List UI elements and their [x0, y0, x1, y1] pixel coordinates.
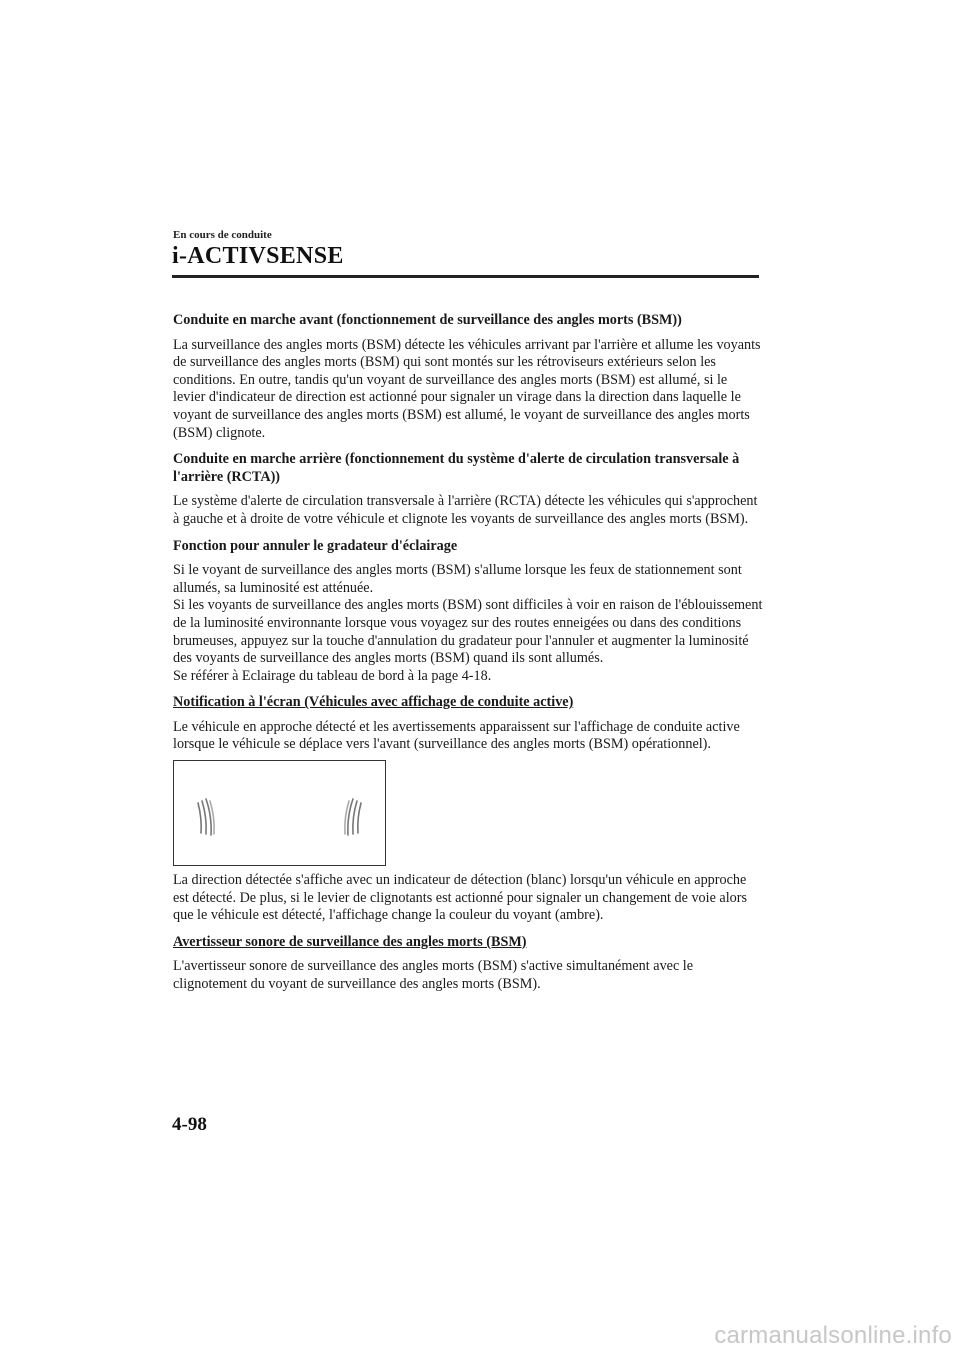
header-divider: [172, 275, 759, 278]
paragraph-dimmer-1: Si le voyant de surveillance des angles morts (BSM) s'allume lorsque les feux de stationnement sont allumés, sa luminosité est atténuée.: [173, 562, 742, 596]
paragraph-rcta: Le système d'alerte de circulation transversale à l'arrière (RCTA) détecte les véhicules qui s'approchent à gauche et à droite de votre véhicule et clignote les voyants de surveillance des angles morts (BSM).: [173, 493, 758, 527]
left-detection-indicator-icon: [198, 799, 214, 835]
paragraph-notification-2: La direction détectée s'affiche avec un indicateur de détection (blanc) lorsqu'un véhicule en approche est détecté. De plus, si le levier de clignotants est actionné pour signaler un changement de voie alors que le véhicule est détecté, l'affichage change la couleur du voyant (ambre).: [173, 872, 748, 924]
paragraph-dimmer-reference: Se référer à Eclairage du tableau de bord à la page 4-18.: [173, 667, 492, 684]
page-number: 4-98: [172, 1114, 207, 1135]
active-driving-display-figure: [173, 760, 386, 866]
paragraph-bsm-forward: La surveillance des angles morts (BSM) détecte les véhicules arrivant par l'arrière et allume les voyants de surveillance des angles morts (BSM) qui sont montés sur les rétroviseurs extérieurs selon les conditions. En outre, tandis qu'un voyant de surveillance des angles morts (BSM) est allumé, si le levier d'indicateur de direction est actionné pour signaler un virage dans la direction dans laquelle le voyant de surveillance des angles morts (BSM) est allumé, le voyant de surveillance des angles morts (BSM) clignote.: [173, 336, 761, 441]
heading-bsm-buzzer: Avertisseur sonore de surveillance des angles morts (BSM): [173, 933, 527, 950]
right-detection-indicator-icon: [345, 799, 361, 835]
watermark: carmanualsonline.info: [714, 1322, 952, 1349]
chapter-title: i-ACTIVSENSE: [172, 243, 344, 269]
heading-rcta: Conduite en marche arrière (fonctionnement du système d'alerte de circulation transversale à l'arrière (RCTA)): [173, 451, 740, 485]
heading-bsm-forward: Conduite en marche avant (fonctionnement de surveillance des angles morts (BSM)): [173, 312, 682, 328]
paragraph-bsm-buzzer: L'avertisseur sonore de surveillance des angles morts (BSM) s'active simultanément avec le clignotement du voyant de surveillance des angles morts (BSM).: [173, 958, 694, 993]
detection-indicator-illustration: [174, 761, 385, 865]
heading-dimmer-cancel: Fonction pour annuler le gradateur d'éclairage: [173, 537, 458, 554]
heading-screen-notification: Notification à l'écran (Véhicules avec affichage de conduite active): [173, 694, 574, 711]
paragraph-dimmer-2: Si les voyants de surveillance des angles morts (BSM) sont difficiles à voir en raison de l'éblouissement de la luminosité environnante lorsque vous voyagez sur des routes enneigées ou dans des conditions brumeuses, appuyez sur la touche d'annulation du gradateur pour l'annuler et augmenter la luminosité des voyants de surveillance des angles morts (BSM) quand ils sont allumés.: [173, 597, 763, 667]
page-content: [173, 312, 763, 1003]
section-label: En cours de conduite: [173, 229, 272, 241]
paragraph-notification-1: Le véhicule en approche détecté et les avertissements apparaissent sur l'affichage de conduite active lorsque le véhicule se déplace vers l'avant (surveillance des angles morts (BSM) opérationnel).: [173, 718, 740, 753]
